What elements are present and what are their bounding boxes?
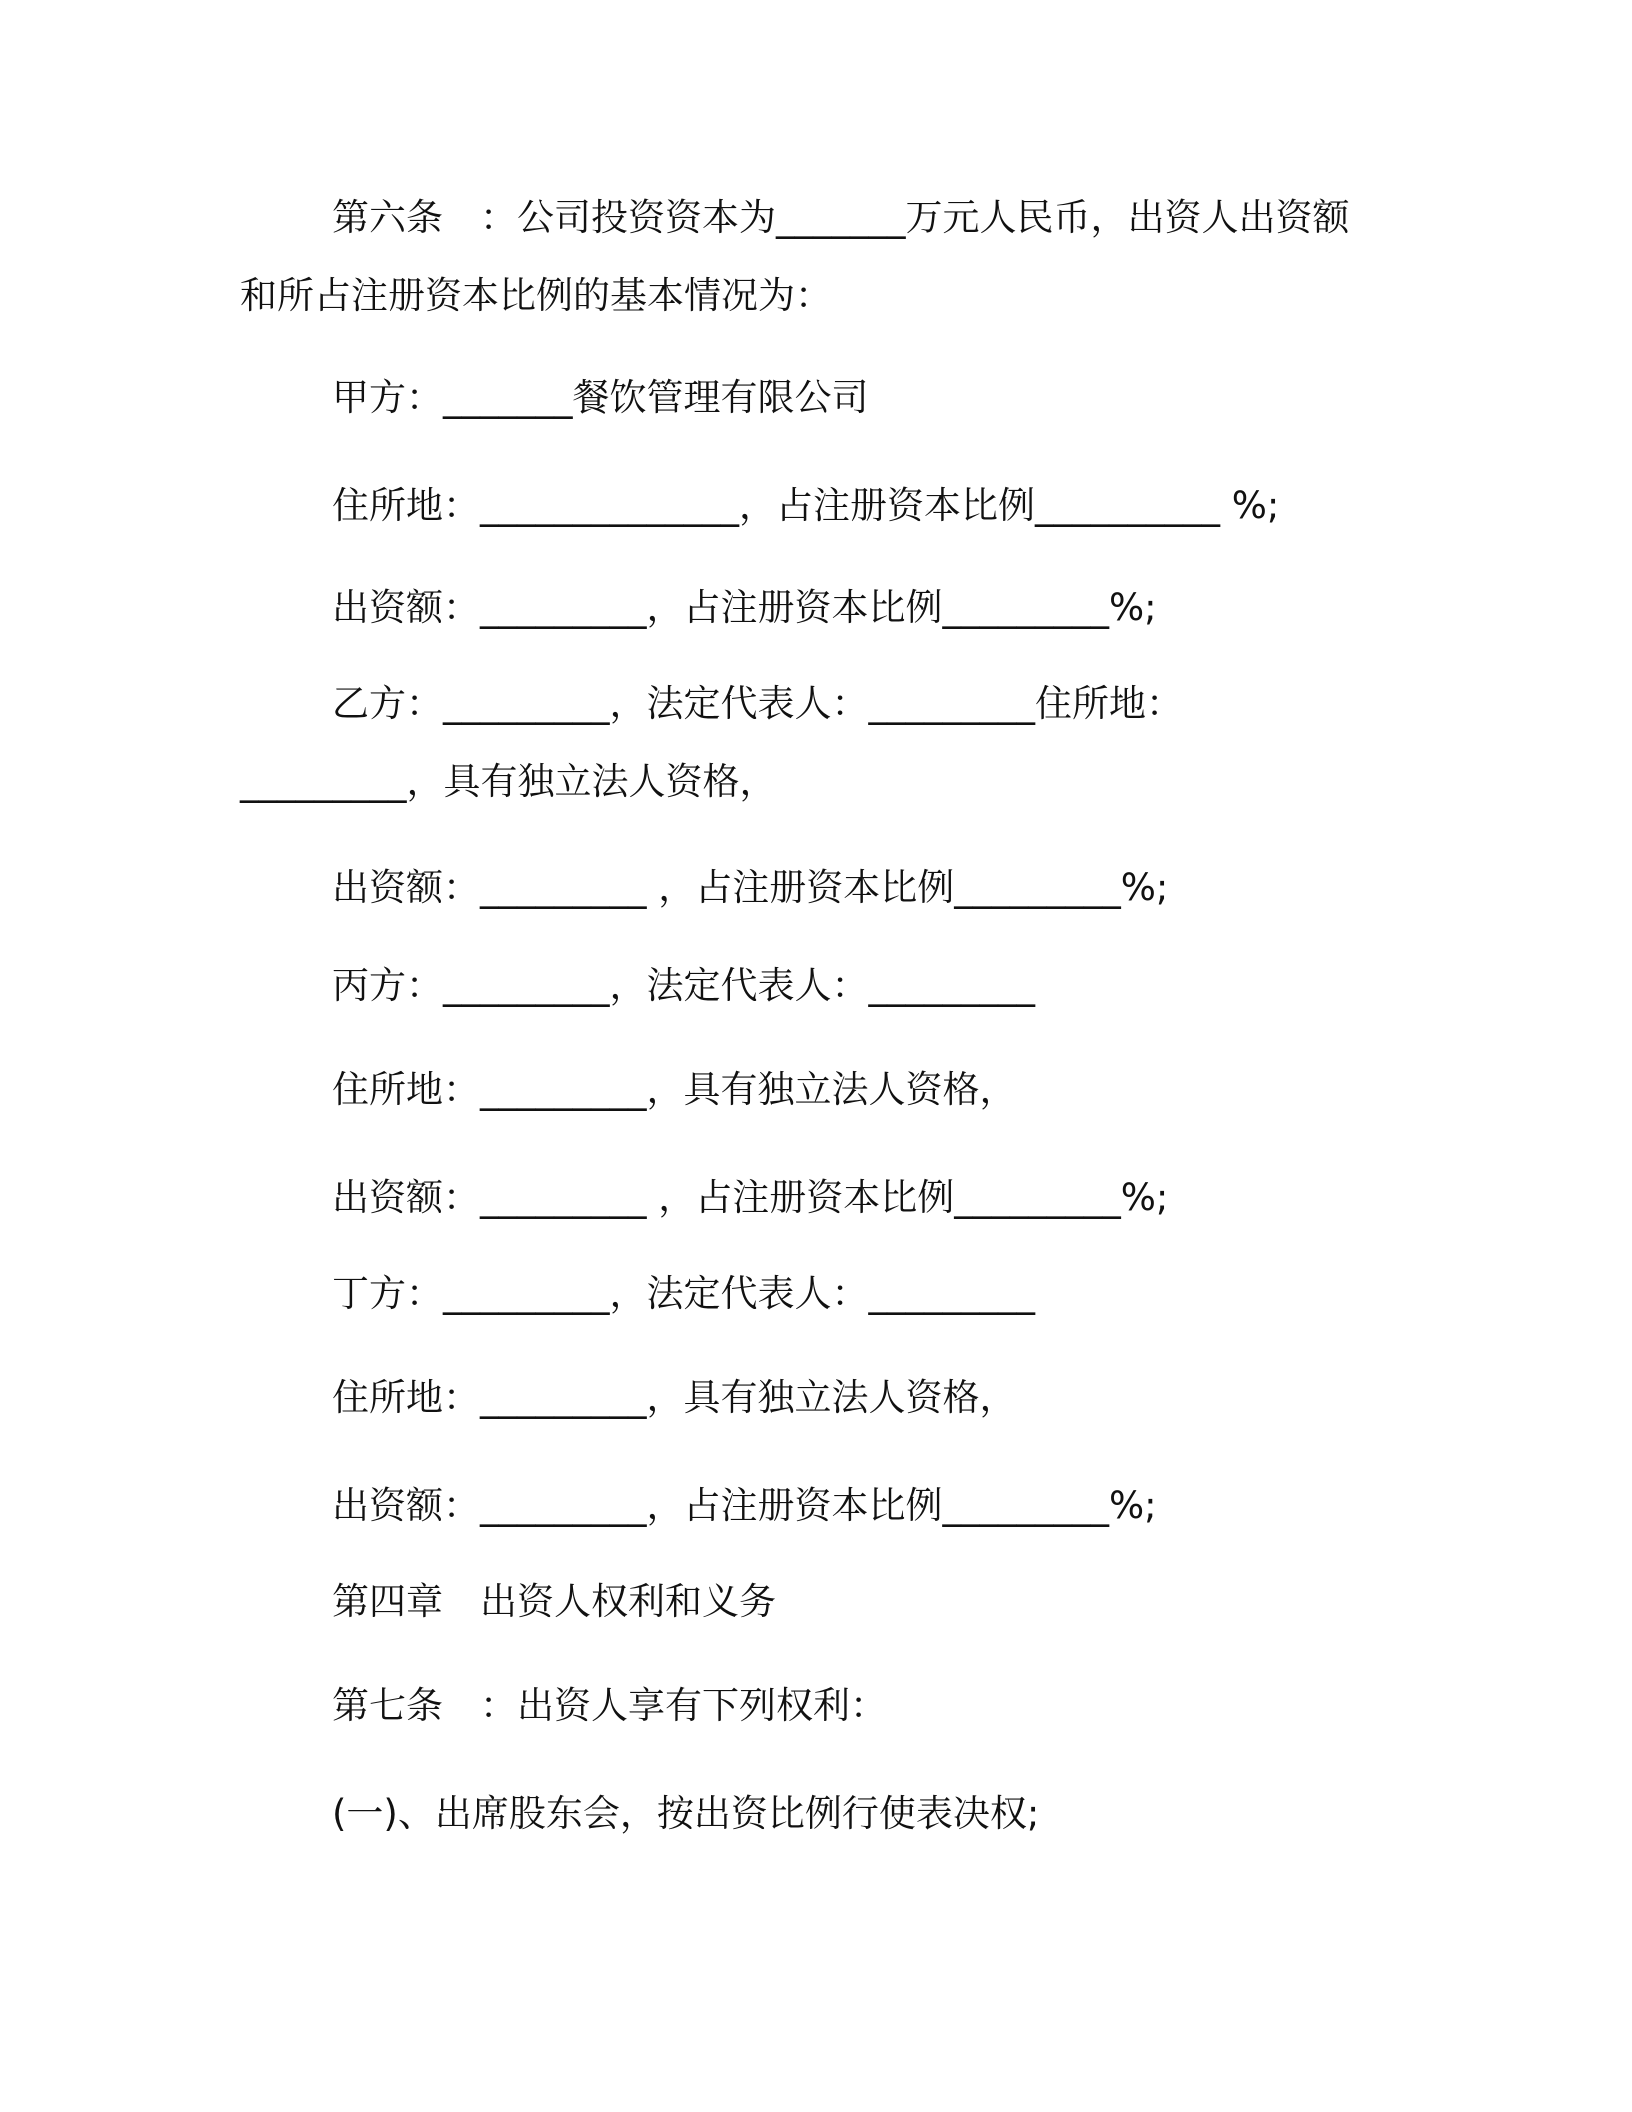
party-d-name: 丁方：_________，法定代表人：_________	[332, 1272, 1035, 1315]
party-c-contribution: 出资额：_________ ，占注册资本比例_________%;	[332, 1176, 1169, 1219]
party-b-name: 乙方：_________，法定代表人：_________住所地：	[332, 682, 1183, 725]
right-item-1: (一)、出席股东会，按出资比例行使表决权;	[332, 1792, 1040, 1835]
article-6-line-1: 第六条 ：公司投资资本为_______万元人民币，出资人出资额	[332, 196, 1350, 239]
party-c-name: 丙方：_________，法定代表人：_________	[332, 964, 1035, 1007]
party-c-address: 住所地：_________，具有独立法人资格，	[332, 1068, 1017, 1111]
party-d-address: 住所地：_________，具有独立法人资格，	[332, 1376, 1017, 1419]
chapter-4-heading: 第四章 出资人权利和义务	[332, 1580, 776, 1623]
party-a-name: 甲方：_______餐饮管理有限公司	[332, 376, 869, 419]
party-b-status: _________，具有独立法人资格，	[240, 760, 777, 803]
party-a-contribution: 出资额：_________，占注册资本比例_________%;	[332, 586, 1157, 629]
party-a-address: 住所地：______________，占注册资本比例__________ %;	[332, 484, 1280, 527]
party-b-contribution: 出资额：_________ ，占注册资本比例_________%;	[332, 866, 1169, 909]
article-7-line: 第七条 ：出资人享有下列权利：	[332, 1684, 887, 1727]
party-d-contribution: 出资额：_________，占注册资本比例_________%;	[332, 1484, 1157, 1527]
article-6-line-2: 和所占注册资本比例的基本情况为：	[240, 274, 832, 317]
